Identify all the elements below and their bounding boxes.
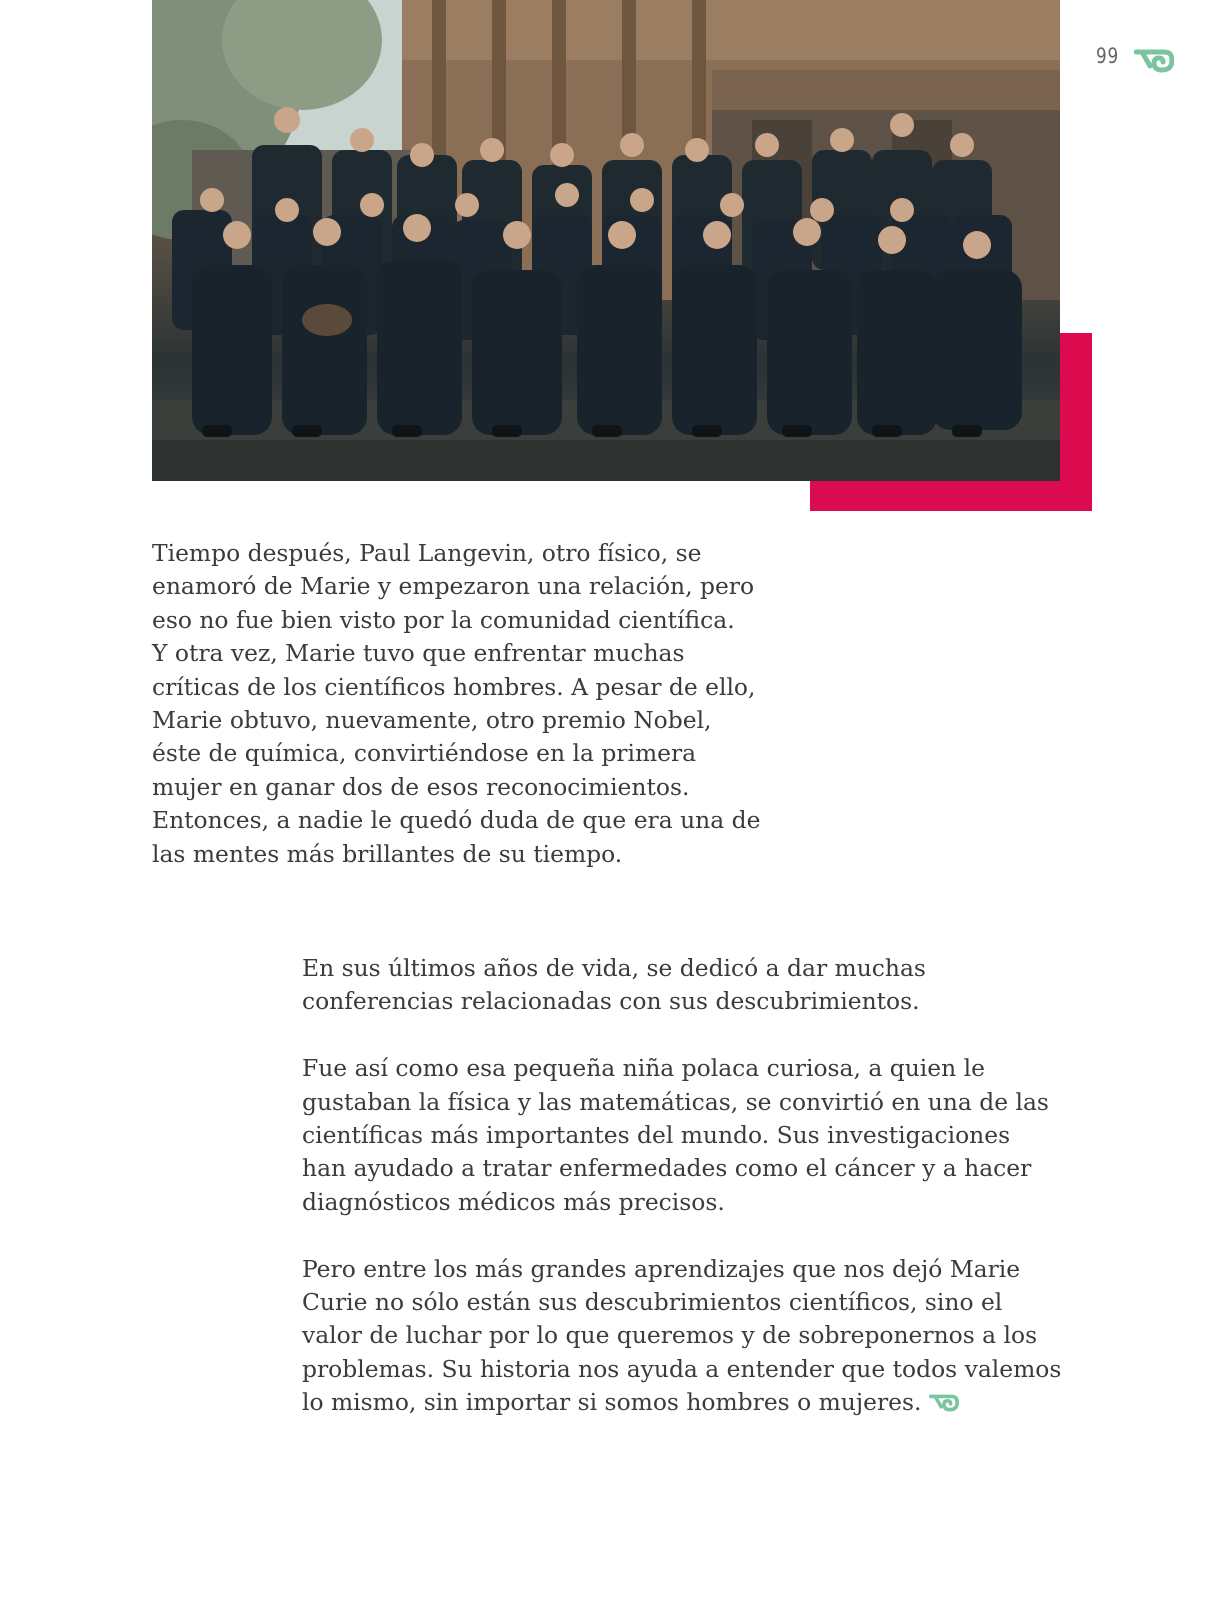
paragraph: Tiempo después, Paul Langevin, otro físico, se enamoró de Marie y empezaron una relación, pero eso no fue bien visto por la comunidad científica. Y otra vez, Marie tuvo que enfrentar muchas críticas de los científicos hombres. A pesar de ello, Marie obtuvo, nuevamente, otro premio Nobel, éste de química, convirtiéndose en la primera mujer en ganar dos de esos reconocimientos. Entonces, a nadie le quedó duda de que era una de las mentes más brillantes de su tiempo. bbox=[152, 539, 761, 868]
group-photo-scientists-image bbox=[152, 0, 1060, 481]
group-photo bbox=[152, 0, 1060, 481]
page-number: 99 bbox=[1096, 44, 1119, 68]
paragraph: Fue así como esa pequeña niña polaca curiosa, a quien le gustaban la física y las matemáticas, se convirtió en una de las científicas más importantes del mundo. Sus investigaciones han ayudado a tratar enfermedades como el cáncer y a hacer diagnósticos médicos más precisos. bbox=[302, 1054, 1049, 1216]
body-text-block-2 bbox=[302, 952, 1082, 1420]
green-swirl-end-icon bbox=[929, 1392, 959, 1414]
paragraph-text: Pero entre los más grandes aprendizajes que nos dejó Marie Curie no sólo están sus descubrimientos científicos, sino el valor de luchar por lo que queremos y de sobreponernos a los problemas. Su historia nos ayuda a entender que todos valemos lo mismo, sin importar si somos hombres o mujeres. bbox=[302, 1254, 1062, 1417]
paragraph-final bbox=[302, 1253, 1082, 1420]
body-text-block-1 bbox=[152, 537, 772, 871]
paragraph: En sus últimos años de vida, se dedicó a dar muchas conferencias relacionadas con sus descubrimientos. bbox=[302, 954, 926, 1016]
green-swirl-logo-icon bbox=[1134, 46, 1174, 76]
